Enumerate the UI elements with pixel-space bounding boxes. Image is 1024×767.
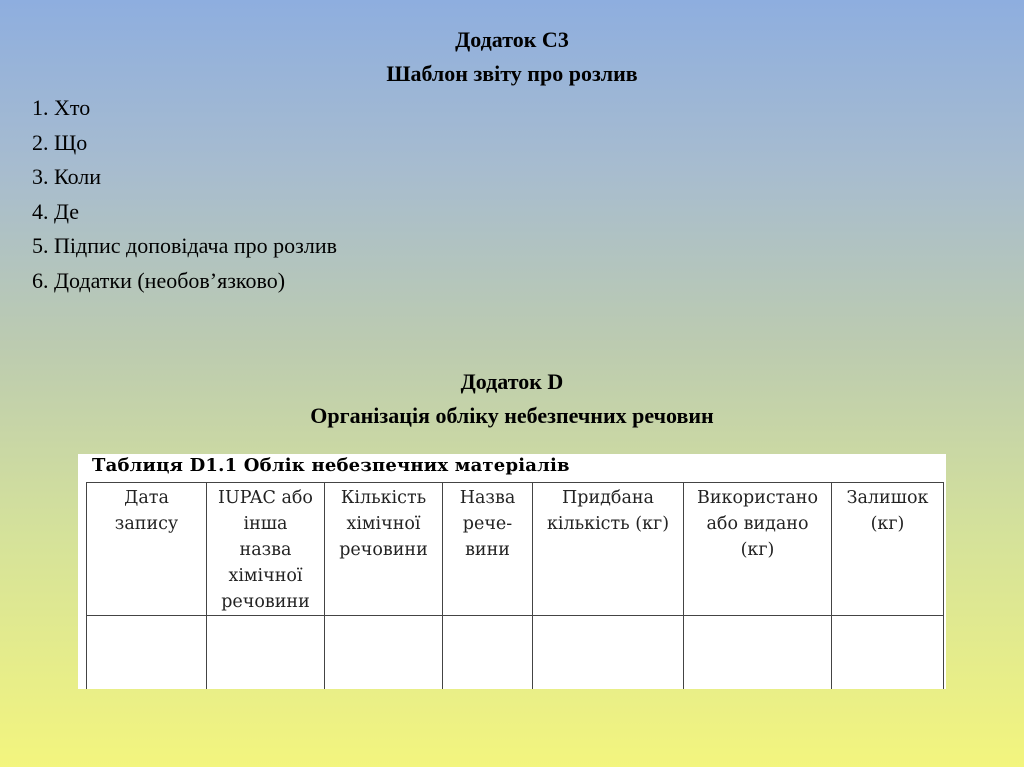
header-date: Дата запису bbox=[87, 483, 207, 616]
header-iupac-name: IUPAC або інша назва хімічної речовини bbox=[207, 483, 325, 616]
table-row bbox=[87, 616, 944, 690]
table-cell bbox=[443, 616, 533, 690]
list-item: 3. Коли bbox=[32, 164, 102, 190]
list-item: 6. Додатки (необов’язково) bbox=[32, 267, 286, 293]
table-caption: Таблиця D1.1 Облік небезпечних матеріалів bbox=[92, 455, 570, 476]
report-items-list bbox=[32, 91, 337, 299]
appendix-d-title: Додаток D bbox=[460, 369, 564, 394]
hazardous-materials-table-image bbox=[78, 454, 946, 689]
table-cell bbox=[325, 616, 443, 690]
header-remaining: Залишок (кг) bbox=[832, 483, 944, 616]
table-cell bbox=[87, 616, 207, 690]
list-item: 1. Хто bbox=[32, 95, 91, 120]
table-cell bbox=[533, 616, 684, 690]
appendix-c3-heading bbox=[0, 23, 1024, 91]
list-item: 2. Що bbox=[32, 129, 88, 155]
header-used-or-issued: Використано або видано (кг) bbox=[684, 483, 832, 616]
appendix-d-heading bbox=[0, 365, 1024, 433]
appendix-c3-title: Додаток С3 bbox=[455, 27, 569, 52]
table-header-row bbox=[87, 483, 944, 616]
appendix-c3-subtitle: Шаблон звіту про розлив bbox=[386, 61, 638, 86]
list-item: 4. Де bbox=[32, 198, 80, 224]
list-item: 5. Підпис доповідача про розлив bbox=[32, 233, 337, 259]
hazardous-materials-table bbox=[86, 482, 944, 689]
header-purchased-quantity: Придбана кількість (кг) bbox=[533, 483, 684, 616]
table-cell bbox=[832, 616, 944, 690]
table-cell bbox=[207, 616, 325, 690]
table-cell bbox=[684, 616, 832, 690]
appendix-d-subtitle: Організація обліку небезпечних речовин bbox=[310, 403, 714, 428]
header-substance-name: Назва рече- вини bbox=[443, 483, 533, 616]
header-chemical-quantity: Кількість хімічної речовини bbox=[325, 483, 443, 616]
